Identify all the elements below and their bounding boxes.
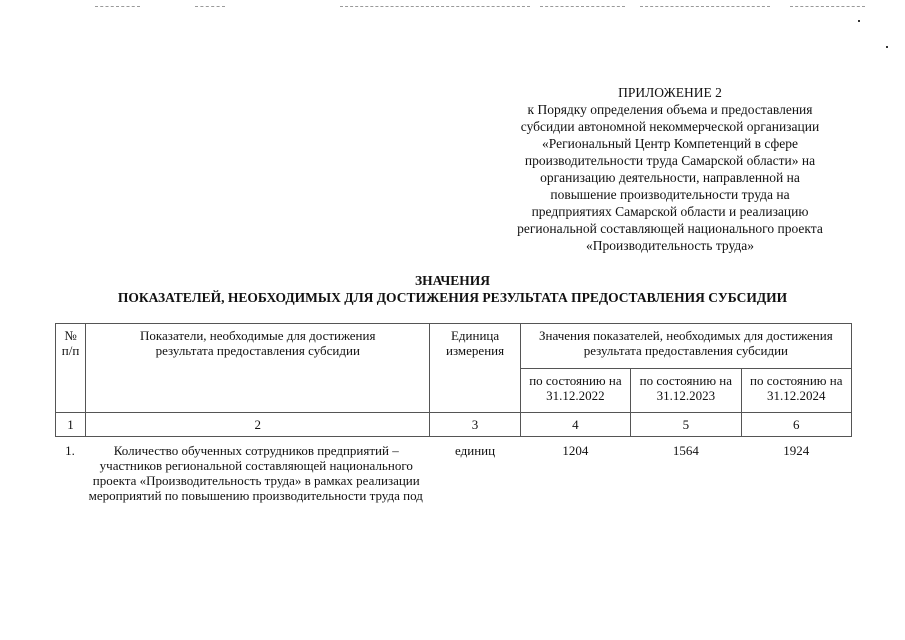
row-unit: единиц: [455, 443, 496, 458]
appendix-line: к Порядку определения объема и предоставления: [527, 102, 813, 117]
header-unit: Единица измерения: [430, 324, 520, 413]
document-title: [0, 272, 905, 306]
row-value-2024: 1924: [783, 443, 810, 458]
scan-edge-line: [95, 6, 140, 7]
scan-edge-line: [340, 6, 530, 7]
header-indicator: Показатели, необходимые для достижения результата предоставления субсидии: [86, 324, 430, 413]
row-number: 1.: [65, 443, 75, 458]
scan-edge-line: [540, 6, 625, 7]
appendix-text: [480, 101, 860, 254]
title-line-2: ПОКАЗАТЕЛЕЙ, НЕОБХОДИМЫХ ДЛЯ ДОСТИЖЕНИЯ РЕЗУЛЬТАТА ПРЕДОСТАВЛЕНИЯ СУБСИДИИ: [117, 290, 788, 305]
column-number: 6: [741, 413, 851, 437]
scan-edge-line: [195, 6, 225, 7]
appendix-line: производительности труда Самарской области» на: [524, 153, 816, 168]
appendix-line: организацию деятельности, направленной на: [540, 170, 800, 185]
column-number: 1: [56, 413, 86, 437]
column-number-row: [56, 413, 852, 437]
column-number: 3: [430, 413, 520, 437]
appendix-line: предприятиях Самарской области и реализацию: [531, 204, 809, 219]
table-row: [56, 437, 852, 508]
column-number: 4: [520, 413, 630, 437]
appendix-line: «Региональный Центр Компетенций в сфере: [542, 136, 798, 151]
row-indicator: Количество обученных сотрудников предприятий – участников региональной составляющей национального проекта «Производительность труда» в рамках реализации мероприятий по повышению производительности труда под: [88, 443, 423, 503]
appendix-line: «Производительность труда»: [586, 238, 754, 253]
scan-speck: [858, 20, 860, 22]
header-values-group: Значения показателей, необходимых для достижения результата предоставления субсидии: [520, 324, 851, 369]
header-date-2024: по состоянию на 31.12.2024: [741, 368, 851, 413]
scan-edge-line: [640, 6, 770, 7]
appendix-line: субсидии автономной некоммерческой организации: [520, 119, 820, 134]
title-line-1: ЗНАЧЕНИЯ: [415, 273, 490, 288]
header-number: № п/п: [56, 324, 86, 413]
appendix-line: региональной составляющей национального проекта: [517, 221, 823, 236]
column-number: 5: [631, 413, 741, 437]
row-value-2023: 1564: [672, 443, 699, 458]
column-number: 2: [86, 413, 430, 437]
scan-edge-line: [790, 6, 865, 7]
header-date-2023: по состоянию на 31.12.2023: [631, 368, 741, 413]
appendix-block: [480, 84, 860, 254]
header-row: [56, 324, 852, 369]
row-value-2022: 1204: [562, 443, 589, 458]
scan-speck: [886, 46, 888, 48]
header-date-2022: по состоянию на 31.12.2022: [520, 368, 630, 413]
indicators-table: [55, 323, 852, 507]
appendix-heading: ПРИЛОЖЕНИЕ 2: [618, 85, 722, 100]
appendix-line: повышение производительности труда на: [550, 187, 790, 202]
